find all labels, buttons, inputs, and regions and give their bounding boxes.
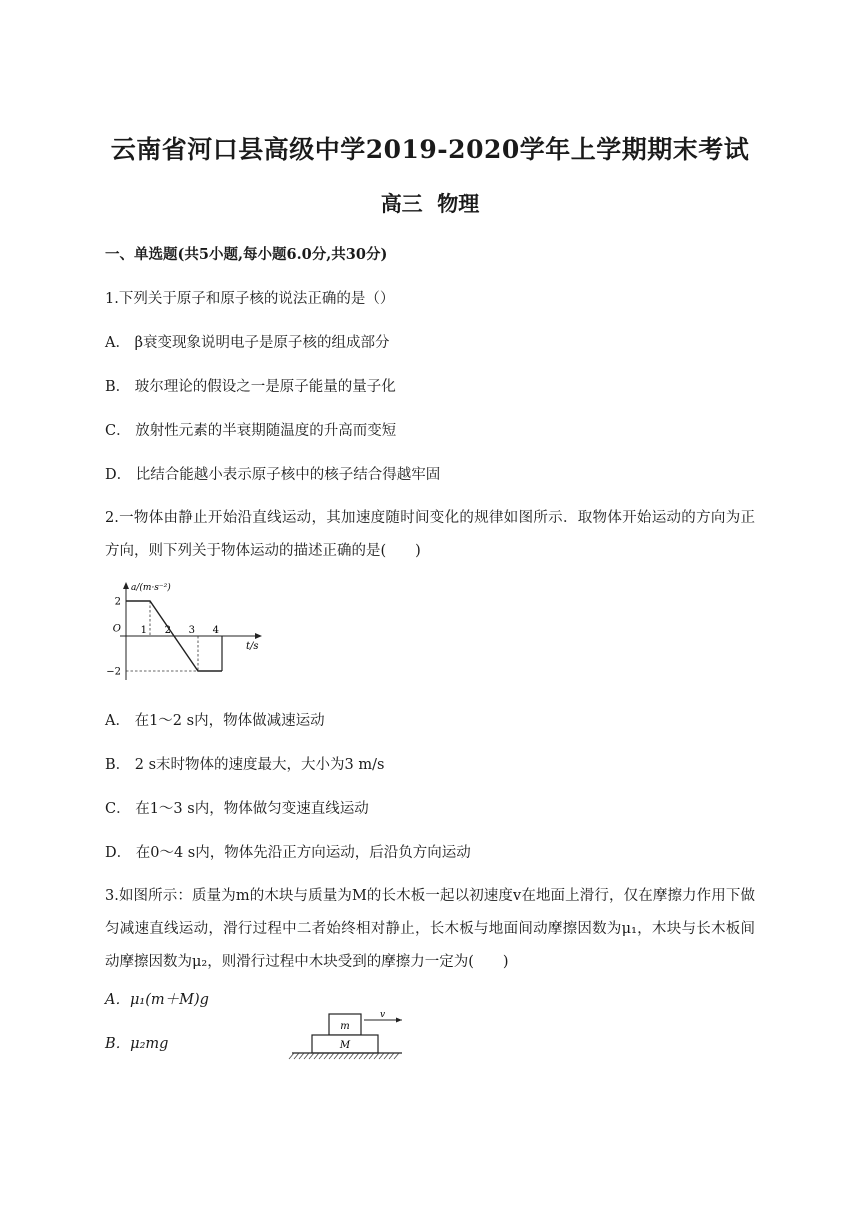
hatch-mark [289, 1053, 294, 1059]
hatch-mark [324, 1053, 329, 1059]
y-tick-label: 2 [114, 596, 121, 608]
acceleration-time-graph [100, 578, 270, 690]
velocity-arrowhead [396, 1018, 402, 1023]
x-tick-label: 4 [212, 625, 219, 636]
hatch-mark [374, 1053, 379, 1059]
question-2-stem: 2.一物体由静止开始沿直线运动，其加速度随时间变化的规律如图所示．取物体开始运动的方向为正方向，则下列关于物体运动的描述正确的是( ) [105, 510, 755, 559]
hatch-mark [349, 1053, 354, 1059]
hatch-mark [364, 1053, 369, 1059]
question-3-option-a: A．μ₁(m＋M)g [105, 992, 209, 1008]
section-heading: 一、单选题(共5小题,每小题6.0分,共30分) [105, 246, 388, 263]
small-block-label: m [340, 1021, 350, 1032]
question-3-stem: 3.如图所示：质量为m的木块与质量为M的长木板一起以初速度v在地面上滑行，仅在摩擦力作用下做匀减速直线运动，滑行过程中二者始终相对静止，长木板与地面间动摩擦因数为μ₁，木块与长木板间动摩擦因数为μ₂，则滑行过程中木块受到的摩擦力一定为( ) [105, 888, 755, 970]
hatch-mark [344, 1053, 349, 1059]
question-2-option-b: B． 2 s末时物体的速度最大，大小为3 m/s [105, 757, 385, 773]
hatch-mark [329, 1053, 334, 1059]
question-2-option-c: C． 在1～3 s内，物体做匀变速直线运动 [105, 801, 369, 817]
hatch-mark [394, 1053, 399, 1059]
question-2-option-a: A． 在1～2 s内，物体做减速运动 [105, 713, 325, 729]
hatch-mark [309, 1053, 314, 1059]
page-subtitle: 高三 物理 [380, 191, 480, 216]
question-2-option-d: D． 在0～4 s内，物体先沿正方向运动，后沿负方向运动 [105, 845, 471, 861]
hatch-mark [299, 1053, 304, 1059]
hatch-mark [334, 1053, 339, 1059]
hatch-mark [359, 1053, 364, 1059]
hatch-mark [319, 1053, 324, 1059]
hatch-mark [314, 1053, 319, 1059]
x-tick-label: 1 [140, 625, 147, 636]
question-1-option-d: D． 比结合能越小表示原子核中的核子结合得越牢固 [105, 467, 441, 483]
question-1-option-b: B． 玻尔理论的假设之一是原子能量的量子化 [105, 379, 396, 395]
x-tick-label: 2 [164, 625, 171, 636]
y-axis-label: a/(m·s⁻²) [131, 583, 171, 593]
velocity-label: v [380, 1010, 386, 1020]
ground-hatching [289, 1053, 399, 1059]
hatch-mark [339, 1053, 344, 1059]
chart-labels [106, 582, 258, 678]
origin-label: O [112, 623, 121, 635]
hatch-mark [379, 1053, 384, 1059]
question-1-option-c: C． 放射性元素的半衰期随温度的升高而变短 [105, 423, 397, 439]
hatch-mark [384, 1053, 389, 1059]
y-tick-label: −2 [106, 666, 121, 678]
hatch-mark [389, 1053, 394, 1059]
x-axis-arrow [255, 633, 262, 639]
hatch-mark [369, 1053, 374, 1059]
question-3-option-b: B．μ₂mg [105, 1036, 169, 1052]
hatch-mark [294, 1053, 299, 1059]
y-axis-arrow [123, 582, 129, 589]
hatch-mark [354, 1053, 359, 1059]
x-tick-label: 3 [188, 625, 195, 636]
question-1-option-a: A． β衰变现象说明电子是原子核的组成部分 [105, 335, 390, 351]
page-title: 云南省河口县高级中学2019-2020学年上学期期末考试 [110, 135, 750, 164]
large-block-label: M [339, 1040, 351, 1051]
hatch-mark [304, 1053, 309, 1059]
blocks-figure [288, 1008, 418, 1064]
x-axis-label: t/s [246, 641, 259, 652]
question-1-stem: 1.下列关于原子和原子核的说法正确的是（） [105, 291, 395, 307]
